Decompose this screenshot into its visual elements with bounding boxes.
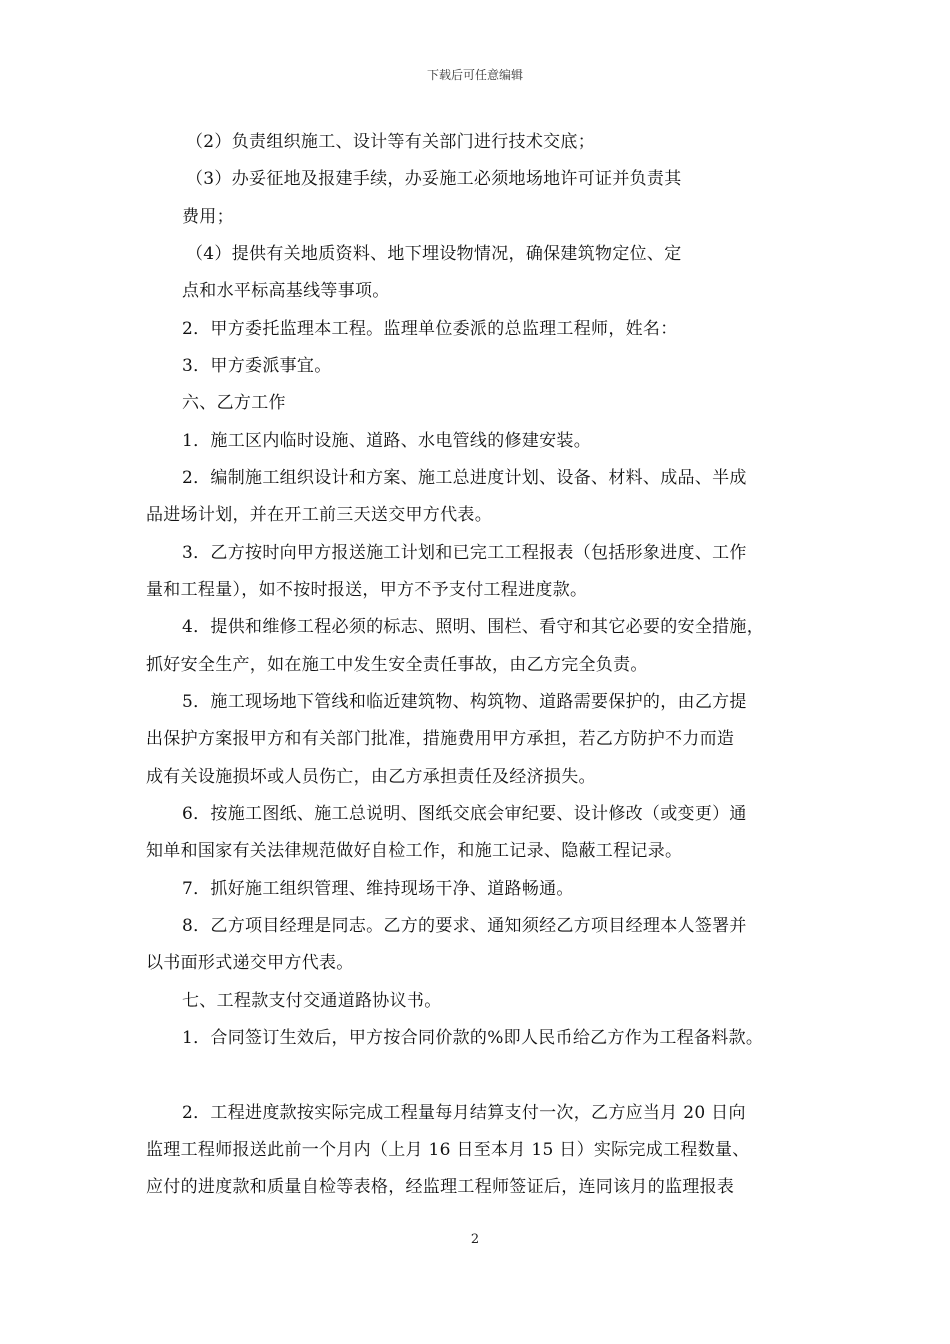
text-line: 2．甲方委托监理本工程。监理单位委派的总监理工程师，姓名：: [182, 319, 678, 339]
text-line: 应付的进度款和质量自检等表格，经监理工程师签证后，连同该月的监理报表: [146, 1177, 735, 1197]
text-line: 1．施工区内临时设施、道路、水电管线的修建安装。: [182, 431, 592, 451]
page-number: 2: [470, 1232, 480, 1247]
text-line: 8．乙方项目经理是同志。乙方的要求、通知须经乙方项目经理本人签署并: [182, 916, 747, 936]
section-heading: 七、工程款支付交通道路协议书。: [182, 991, 442, 1011]
text-line: （2）负责组织施工、设计等有关部门进行技术交底；: [186, 132, 596, 152]
text-line: 2．工程进度款按实际完成工程量每月结算支付一次，乙方应当月 20 日向: [182, 1103, 746, 1123]
text-line: 品进场计划，并在开工前三天送交甲方代表。: [146, 505, 492, 525]
text-line: 成有关设施损坏或人员伤亡，由乙方承担责任及经济损失。: [146, 767, 596, 787]
text-line: （4）提供有关地质资料、地下埋设物情况，确保建筑物定位、定: [186, 244, 682, 264]
text-line: （3）办妥征地及报建手续，办妥施工必须地场地许可证并负责其: [186, 169, 682, 189]
text-line: 知单和国家有关法律规范做好自检工作，和施工记录、隐蔽工程记录。: [146, 841, 683, 861]
text-line: 4．提供和维修工程必须的标志、照明、围栏、看守和其它必要的安全措施，: [182, 617, 765, 637]
text-line: 3．乙方按时向甲方报送施工计划和已完工工程报表（包括形象进度、工作: [182, 543, 747, 563]
text-line: 5．施工现场地下管线和临近建筑物、构筑物、道路需要保护的，由乙方提: [182, 692, 747, 712]
text-line: 1．合同签订生效后，甲方按合同价款的%即人民币给乙方作为工程备料款。: [182, 1028, 764, 1048]
text-line: 量和工程量），如不按时报送，甲方不予支付工程进度款。: [146, 580, 588, 600]
text-line: 以书面形式递交甲方代表。: [146, 953, 354, 973]
text-line: 费用；: [182, 207, 234, 227]
text-line: 3．甲方委派事宜。: [182, 356, 332, 376]
section-heading: 六、乙方工作: [182, 393, 286, 413]
text-line: 7．抓好施工组织管理、维持现场干净、道路畅通。: [182, 879, 574, 899]
text-line: 监理工程师报送此前一个月内（上月 16 日至本月 15 日）实际完成工程数量、: [146, 1140, 750, 1160]
text-line: 6．按施工图纸、施工总说明、图纸交底会审纪要、设计修改（或变更）通: [182, 804, 747, 824]
page-header: 下载后可任意编辑: [426, 68, 523, 82]
text-line: 2．编制施工组织设计和方案、施工总进度计划、设备、材料、成品、半成: [182, 468, 747, 488]
text-line: 抓好安全生产，如在施工中发生安全责任事故，由乙方完全负责。: [146, 655, 648, 675]
text-line: 点和水平标高基线等事项。: [182, 281, 390, 301]
text-line: 出保护方案报甲方和有关部门批准，措施费用甲方承担，若乙方防护不力而造: [146, 729, 735, 749]
